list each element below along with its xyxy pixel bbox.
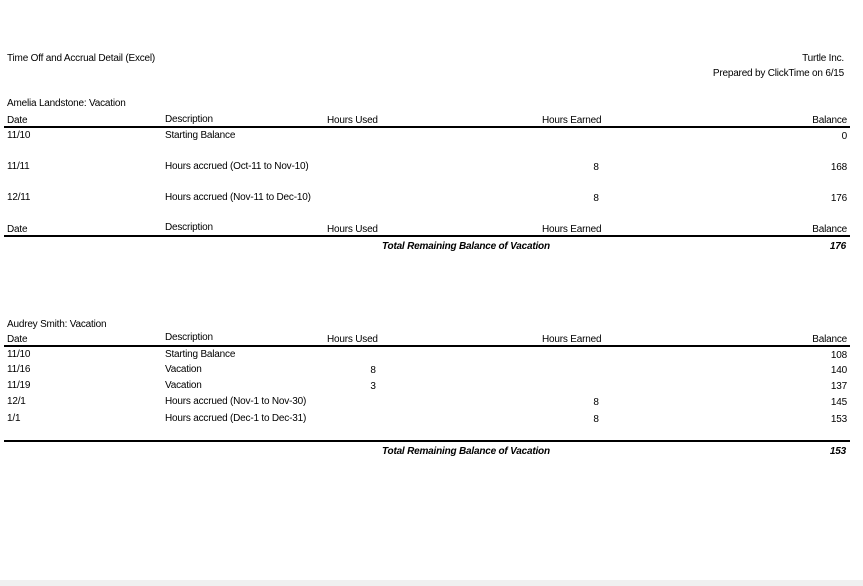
row-date: 11/19 xyxy=(7,380,31,391)
row-balance: 140 xyxy=(830,365,847,376)
column-header-hours-used: Hours Used xyxy=(327,115,378,126)
row-balance: 145 xyxy=(830,397,847,408)
row-balance: 0 xyxy=(841,131,847,142)
row-balance: 176 xyxy=(830,193,847,204)
header-divider xyxy=(4,126,850,128)
row-hours-used: 3 xyxy=(370,381,376,392)
total-label: Total Remaining Balance of Vacation xyxy=(382,241,550,252)
row-description: Starting Balance xyxy=(165,349,236,360)
footer-divider xyxy=(4,235,850,237)
row-hours-earned: 8 xyxy=(593,162,599,173)
row-hours-earned: 8 xyxy=(593,414,599,425)
row-date: 11/10 xyxy=(7,130,31,141)
row-description: Hours accrued (Nov-11 to Dec-10) xyxy=(165,192,311,203)
footer-header-hours-used: Hours Used xyxy=(327,224,378,235)
header-divider xyxy=(4,345,850,347)
column-header-description: Description xyxy=(165,114,213,125)
row-balance: 153 xyxy=(830,414,847,425)
column-header-balance: Balance xyxy=(812,115,847,126)
row-description: Hours accrued (Dec-1 to Dec-31) xyxy=(165,413,307,424)
footer-header-date: Date xyxy=(7,224,28,235)
section-heading: Amelia Landstone: Vacation xyxy=(7,98,126,109)
row-balance: 137 xyxy=(830,381,847,392)
footer-header-description: Description xyxy=(165,222,213,233)
row-balance: 108 xyxy=(830,350,847,361)
report-title: Time Off and Accrual Detail (Excel) xyxy=(7,53,156,64)
row-description: Vacation xyxy=(165,364,202,375)
column-header-hours-used: Hours Used xyxy=(327,334,378,345)
total-value: 153 xyxy=(829,446,846,457)
column-header-hours-earned: Hours Earned xyxy=(542,115,602,126)
column-header-hours-earned: Hours Earned xyxy=(542,334,602,345)
total-label: Total Remaining Balance of Vacation xyxy=(382,446,550,457)
section-heading: Audrey Smith: Vacation xyxy=(7,319,107,330)
column-header-description: Description xyxy=(165,332,213,343)
row-description: Vacation xyxy=(165,380,202,391)
footer-divider xyxy=(4,440,850,442)
row-description: Hours accrued (Oct-11 to Nov-10) xyxy=(165,161,309,172)
row-description: Starting Balance xyxy=(165,130,236,141)
row-date: 12/11 xyxy=(7,192,31,203)
row-hours-used: 8 xyxy=(370,365,376,376)
column-header-balance: Balance xyxy=(812,334,847,345)
row-description: Hours accrued (Nov-1 to Nov-30) xyxy=(165,396,307,407)
footer-header-hours-earned: Hours Earned xyxy=(542,224,602,235)
row-hours-earned: 8 xyxy=(593,397,599,408)
row-date: 11/10 xyxy=(7,349,31,360)
total-value: 176 xyxy=(829,241,846,252)
footer-header-balance: Balance xyxy=(812,224,847,235)
row-hours-earned: 8 xyxy=(593,193,599,204)
prepared-by: Prepared by ClickTime on 6/15 xyxy=(712,68,844,79)
page-bottom-edge xyxy=(0,580,863,586)
company-name: Turtle Inc. xyxy=(802,53,844,64)
row-date: 11/16 xyxy=(7,364,31,375)
row-balance: 168 xyxy=(830,162,847,173)
row-date: 1/1 xyxy=(7,413,21,424)
row-date: 11/11 xyxy=(7,161,30,172)
row-date: 12/1 xyxy=(7,396,26,407)
column-header-date: Date xyxy=(7,115,28,126)
column-header-date: Date xyxy=(7,334,28,345)
